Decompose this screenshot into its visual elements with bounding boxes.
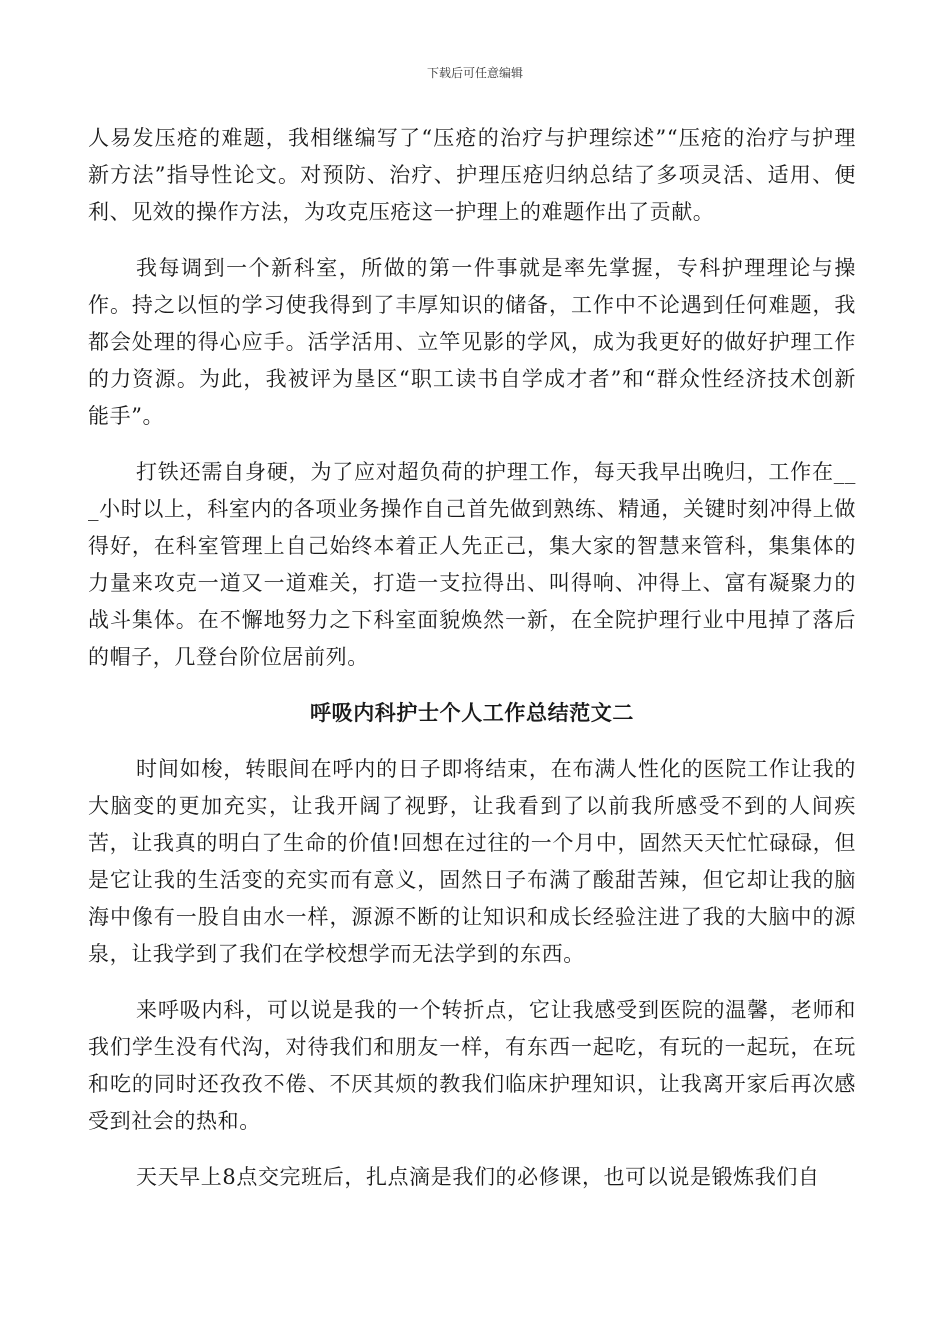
paragraph-pressure-sore: 人易发压疮的难题，我相继编写了“压疮的治疗与护理综述”“压疮的治疗与护理新方法”指导性论文。对预防、治疗、护理压疮归纳总结了多项灵活、适用、便利、见效的操作方法，为攻克压疮这一护理上的难题作出了贡献。 (88, 126, 856, 224)
document-body (88, 120, 856, 1215)
paragraph-turning-point: 来呼吸内科，可以说是我的一个转折点，它让我感受到医院的温馨，老师和我们学生没有代沟，对待我们和朋友一样，有东西一起吃，有玩的一起玩，在玩和吃的同时还孜孜不倦、不厌其烦的教我们临床护理知识，让我离开家后再次感受到社会的热和。 (88, 998, 856, 1133)
page-header-note: 下载后可任意编辑 (426, 66, 523, 80)
paragraph-time-flies: 时间如梭，转眼间在呼内的日子即将结束，在布满人性化的医院工作让我的大脑变的更加充实，让我开阔了视野，让我看到了以前我所感受不到的人间疾苦，让我真的明白了生命的价值!回想在过往的一个月中，固然天天忙忙碌碌，但是它让我的生活变的充实而有意义，固然日子布满了酸甜苦辣，但它却让我的脑海中像有一股自由水一样，源源不断的让知识和成长经验注进了我的大脑中的源泉，让我学到了我们在学校想学而无法学到的东西。 (88, 757, 856, 966)
paragraph-daily-routine: 天天早上8点交完班后，扎点滴是我们的必修课，也可以说是锻炼我们自 (136, 1165, 820, 1189)
paragraph-new-department: 我每调到一个新科室，所做的第一件事就是率先掌握，专科护理理论与操作。持之以恒的学习使我得到了丰厚知识的储备，工作中不论遇到任何难题，我都会处理的得心应手。活学活用、立竿见影的学风，成为我更好的做好护理工作的力资源。为此，我被评为垦区“职工读书自学成才者”和“群众性经济技术创新能手”。 (88, 256, 856, 428)
paragraph-hard-work: 打铁还需自身硬，为了应对超负荷的护理工作，每天我早出晚归，工作在___小时以上，科室内的各项业务操作自己首先做到熟练、精通，关键时刻冲得上做得好，在科室管理上自己始终本着正人先正己，集大家的智慧来管科，集集体的力量来攻克一道又一道难关，打造一支拉得出、叫得响、冲得上、富有凝聚力的战斗集体。在不懈地努力之下科室面貌焕然一新，在全院护理行业中甩掉了落后的帽子，几登台阶位居前列。 (88, 460, 856, 669)
section-title: 呼吸内科护士个人工作总结范文二 (310, 701, 634, 725)
